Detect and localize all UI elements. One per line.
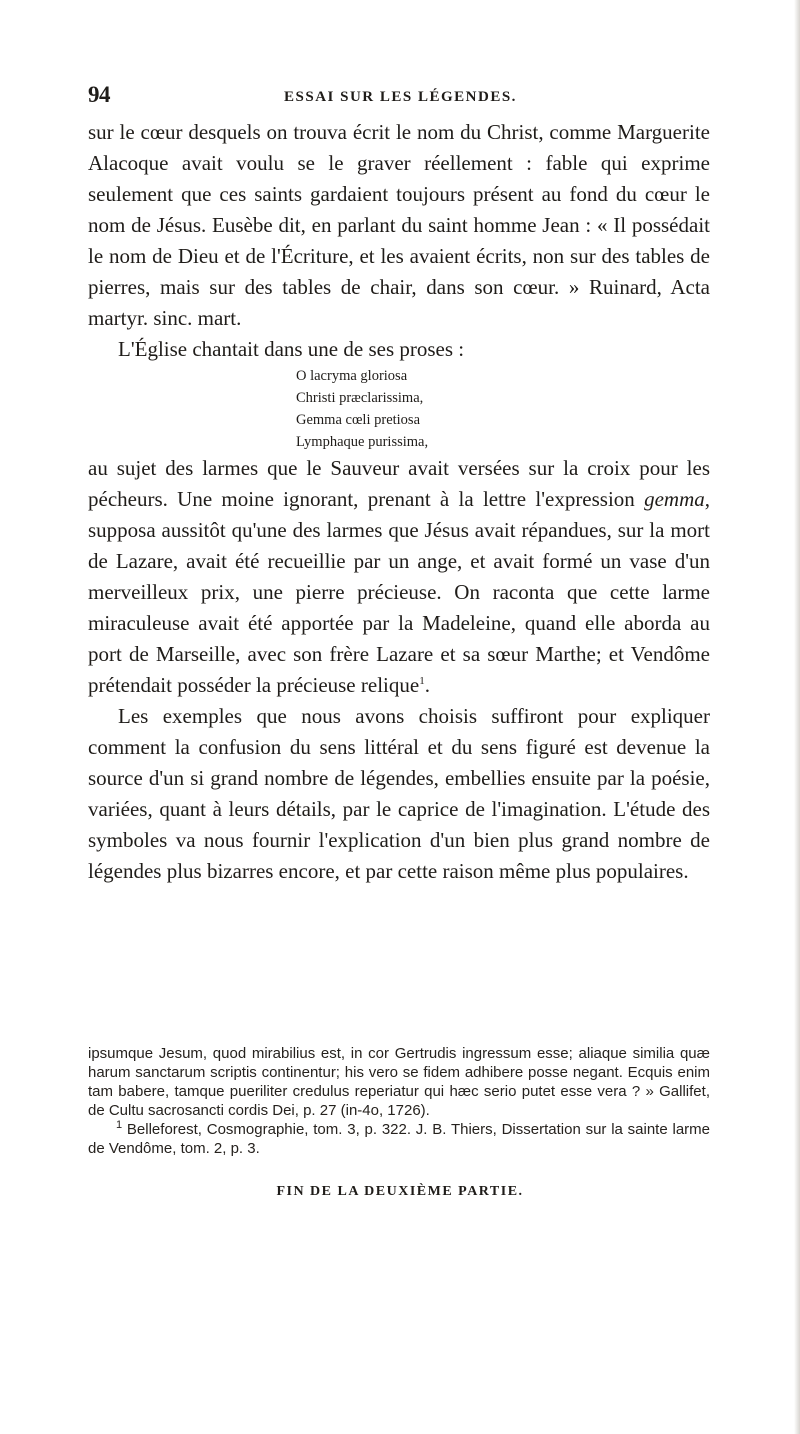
italic-term: gemma (644, 487, 705, 511)
footnote-1 (88, 1120, 710, 1158)
footnotes (88, 1044, 710, 1158)
page-number: 94 (88, 82, 110, 107)
paragraph-1: sur le cœur desquels on trouva écrit le nom du Christ, comme Marguerite Alacoque avait voulu se le graver réellement : fable qui exprime seulement que ces saints gardaient toujours présent au fond du cœur le nom de Jésus. Eusèbe dit, en parlant du saint homme Jean : « Il possédait le nom de Dieu et de l'Écriture, et les avaient écrits, non sur des tables de pierres, mais sur des tables de chair, dans son cœur. » Ruinard, Acta martyr. sinc. mart. (88, 120, 710, 330)
verse-line-4: Lymphaque purissima, (296, 434, 429, 450)
page-header (88, 82, 708, 110)
verse-line-3: Gemma cœli pretiosa (296, 412, 421, 428)
paragraph-4: Les exemples que nous avons choisis suffiront pour expliquer comment la confusion du sens littéral et du sens figuré est devenue la source d'un si grand nombre de légendes, embellies ensuite par la poésie, variées, quant à leurs détails, par le caprice de l'imagination. L'étude des symboles va nous fournir l'explication d'un bien plus grand nombre de légendes plus bizarres encore, et par cette raison même plus populaires. (88, 704, 710, 883)
verse-line-2: Christi præclarissima, (296, 390, 424, 406)
latin-verse (296, 365, 710, 453)
footnote-continued: ipsumque Jesum, quod mirabilius est, in cor Gertrudis ingressum esse; aliaque similia quæ harum sanctarum scriptis continentur; his vero se fidem adhibere posse negant. Ecquis enim tam babere, tamque pueriliter credulus reperiatur qui hæc serio putet esse vera ? » Gallifet, de Cultu sacrosancti cordis Dei, p. 27 (in-4o, 1726). (88, 1045, 710, 1119)
footnote-1-text: Belleforest, Cosmographie, tom. 3, p. 322. J. B. Thiers, Dissertation sur la sainte larme de Vendôme, tom. 2, p. 3. (88, 1121, 710, 1157)
running-title: ESSAI SUR LES LÉGENDES. (284, 89, 517, 105)
paragraph-3 (88, 453, 710, 701)
paragraph-3-end: . (424, 673, 430, 697)
paragraph-3-rest: , supposa aussitôt qu'une des larmes que Jésus avait répandues, sur la mort de Lazare, avait été recueillie par un ange, et avait formé un vase d'un merveilleux prix, une pierre précieuse. On raconta que cette larme miraculeuse avait été apportée par la Madeleine, quand elle aborda au port de Marseille, avec son frère Lazare et sa sœur Marthe; et Vendôme prétendait posséder la précieuse relique (88, 487, 710, 697)
footnote-1-marker: 1 (116, 1119, 123, 1131)
end-of-part-heading: FIN DE LA DEUXIÈME PARTIE. (276, 1184, 524, 1199)
main-text (88, 117, 710, 887)
paragraph-3-start: au sujet des larmes que le Sauveur avait versées sur la croix pour les pécheurs. Une moine ignorant, prenant à la lettre l'expression (88, 456, 710, 511)
paragraph-2: L'Église chantait dans une de ses proses : (118, 337, 465, 361)
page-edge-shadow (794, 0, 800, 1434)
footnote-marker: 1 (419, 675, 425, 687)
verse-line-1: O lacryma gloriosa (296, 368, 408, 384)
